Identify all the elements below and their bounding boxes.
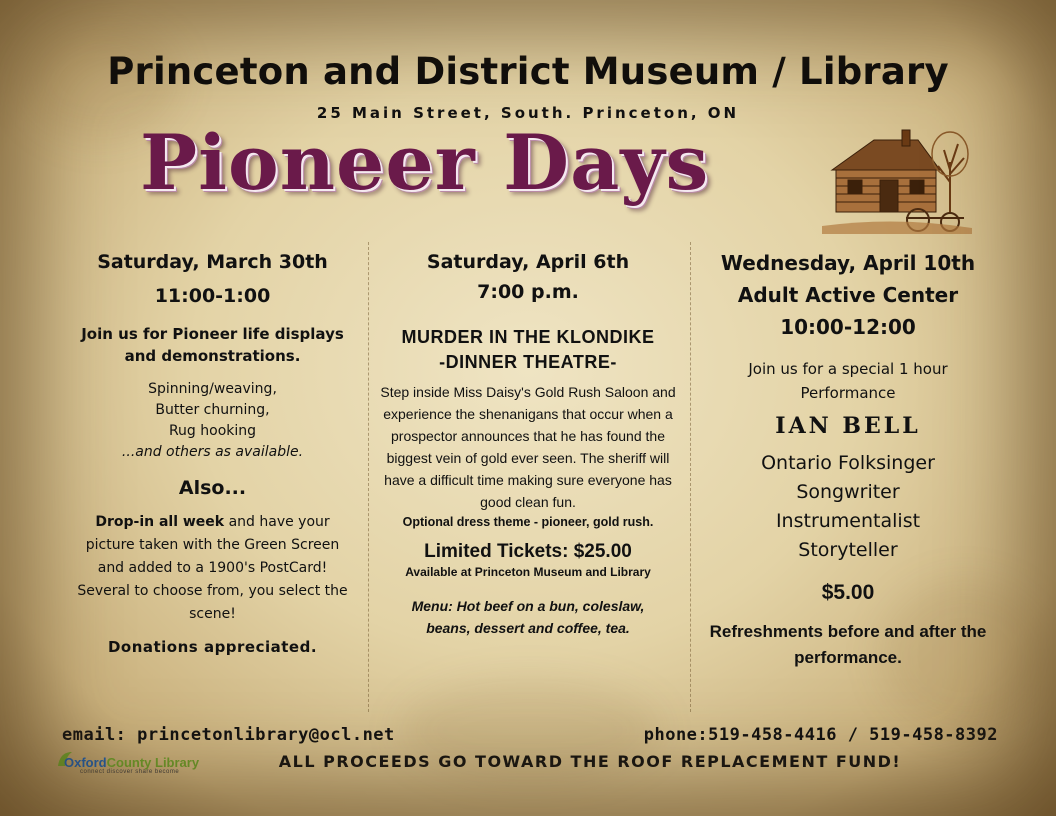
event-time: 11:00-1:00 xyxy=(154,285,271,307)
contact-email: email: princetonlibrary@ocl.net xyxy=(62,725,395,745)
event-time: 10:00-12:00 xyxy=(780,315,916,339)
event-time: 7:00 p.m. xyxy=(477,281,579,303)
event-date: Saturday, March 30th xyxy=(97,251,328,273)
performer-role: Storyteller xyxy=(798,539,898,561)
activity-item: Rug hooking xyxy=(168,423,257,439)
performer-role: Songwriter xyxy=(796,481,900,503)
activity-item: Butter churning, xyxy=(155,402,270,418)
donations-note: Donations appreciated. xyxy=(107,638,318,656)
menu-text: Menu: Hot beef on a bun, coleslaw, beans, dessert and coffee, tea. xyxy=(411,598,645,636)
logo-tagline: connect discover share become xyxy=(80,769,180,775)
oxford-county-library-logo xyxy=(56,750,216,780)
ticket-price: Limited Tickets: $25.00 xyxy=(424,541,632,562)
performer-name: IAN BELL xyxy=(775,413,921,439)
also-heading: Also... xyxy=(178,477,247,499)
dropin-emphasis: Drop-in all week xyxy=(95,514,225,530)
performer-role: Ontario Folksinger xyxy=(761,452,935,474)
address: 25 Main Street, South. Princeton, ON xyxy=(316,104,740,122)
ticket-availability: Available at Princeton Museum and Library xyxy=(405,565,651,579)
page-title: Princeton and District Museum / Library xyxy=(107,50,949,93)
performer-role: Instrumentalist xyxy=(775,510,921,532)
refreshments-note: Refreshments before and after the performance. xyxy=(709,622,987,667)
event-intro: Join us for Pioneer life displays and demonstrations. xyxy=(81,325,344,365)
dress-theme: Optional dress theme - pioneer, gold rush. xyxy=(402,515,654,529)
fund-notice: ALL PROCEEDS GO TOWARD THE ROOF REPLACEMENT FUND! xyxy=(278,752,902,771)
dropin-text: and have your picture taken with the Green Screen and added to a 1900's PostCard! Several to choose from, you select the scene! xyxy=(77,514,348,622)
show-title: MURDER IN THE KLONDIKE xyxy=(401,327,655,347)
column-divider xyxy=(690,242,691,712)
logo-county: County Library xyxy=(106,755,200,770)
event-date: Wednesday, April 10th xyxy=(720,251,976,275)
event-column-march-30 xyxy=(60,245,365,710)
event-column-april-10 xyxy=(693,245,1003,710)
log-cabin-illustration xyxy=(822,122,972,234)
activity-note: ...and others as available. xyxy=(121,444,304,460)
event-date: Saturday, April 6th xyxy=(426,251,630,273)
performance-intro: Join us for a special 1 hour Performance xyxy=(748,360,948,402)
event-venue: Adult Active Center xyxy=(737,283,959,307)
activity-item: Spinning/weaving, xyxy=(148,381,277,397)
performance-price: $5.00 xyxy=(821,581,875,604)
event-column-april-6 xyxy=(368,245,688,710)
event-banner: Pioneer Days xyxy=(140,118,710,207)
contact-phone: phone:519-458-4416 / 519-458-8392 xyxy=(643,725,998,745)
logo-oxford: Oxford xyxy=(64,755,107,770)
dropin-paragraph xyxy=(60,511,365,626)
show-description: Step inside Miss Daisy's Gold Rush Saloon and experience the shenanigans that occur when a prospector announces that he has found the biggest vein of gold ever seen. The sheriff will have a difficult time making sure everyone has good clean fun. xyxy=(380,384,676,510)
show-subtitle: -DINNER THEATRE- xyxy=(439,352,617,372)
